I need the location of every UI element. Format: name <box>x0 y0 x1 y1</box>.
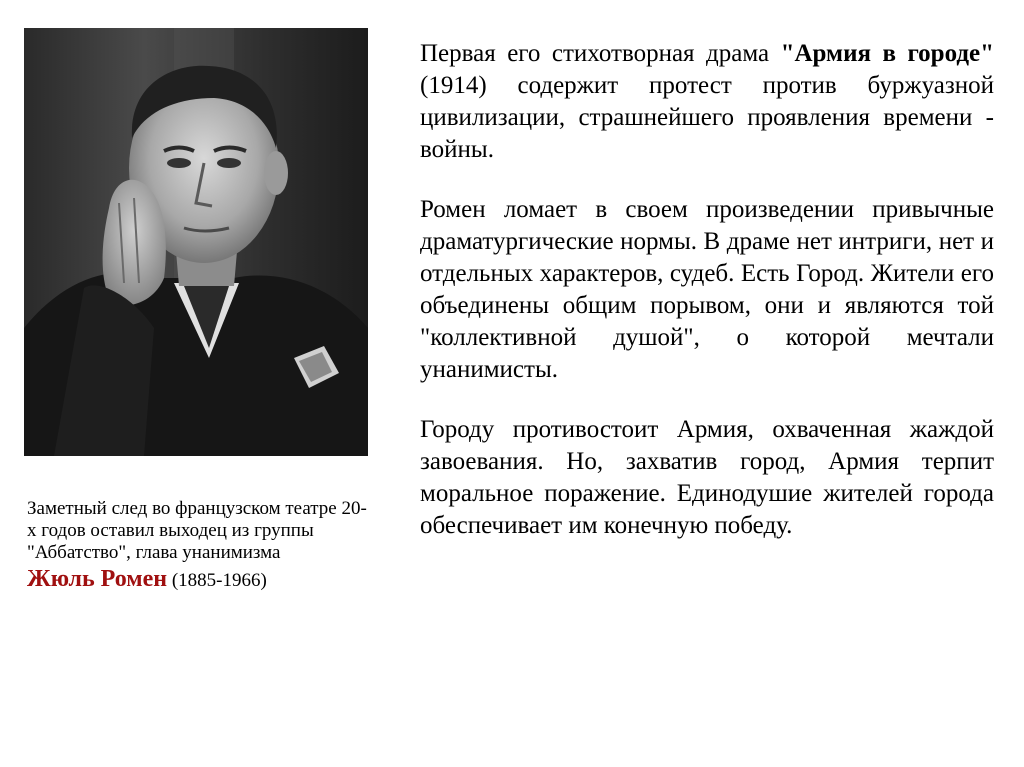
paragraph-1-rest: (1914) содержит протест против буржуазной цивилизации, страшнейшего проявления времени - войны. <box>420 72 994 163</box>
paragraph-1-lead: Первая его стихотворная драма <box>420 40 781 67</box>
caption-text: Заметный след во французском театре 20-х годов оставил выходец из группы "Аббатство", глава унанимизма <box>27 498 367 563</box>
caption-name-line <box>27 568 372 592</box>
author-years: (1885-1966) <box>171 570 267 591</box>
photo-caption <box>27 498 372 592</box>
main-text <box>420 38 994 570</box>
paragraph-2: Ромен ломает в своем произведении привычные драматургические нормы. В драме нет интриги, нет и отдельных характеров, судеб. Есть Город. Жители его объединены общим порывом, они и являются той "коллективной душой", о которой мечтали унанимисты. <box>420 196 994 383</box>
paragraph-3: Городу противостоит Армия, охваченная жаждой завоевания. Но, захватив город, Армия терпит моральное поражение. Единодушие жителей города обеспечивает им конечную победу. <box>420 416 994 539</box>
paragraph-1 <box>420 38 994 166</box>
author-portrait-photo <box>24 28 368 456</box>
author-name: Жюль Ромен <box>27 566 168 592</box>
drama-title: "Армия в городе" <box>780 40 994 67</box>
